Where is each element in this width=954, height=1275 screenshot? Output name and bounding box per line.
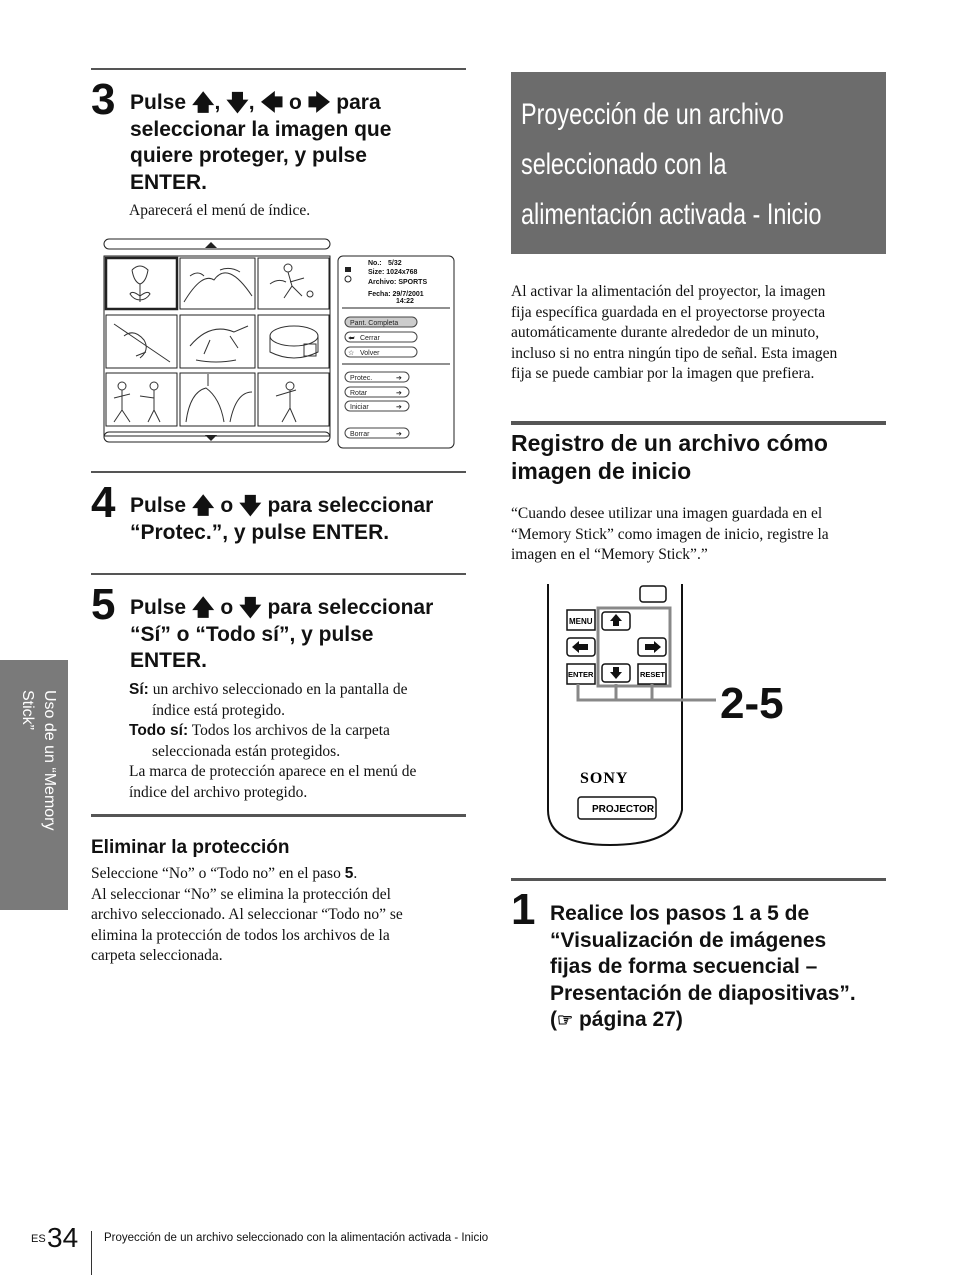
step5-para: para seleccionar — [267, 596, 434, 619]
todo-text1: Todos los archivos de la carpeta — [191, 722, 390, 740]
section-side-text — [10, 690, 60, 910]
lock-icon — [345, 267, 351, 272]
footer-divider — [91, 1231, 92, 1275]
si-label: Sí: — [129, 681, 149, 698]
eliminar-p2-3: elimina la protección de todos los archivos de la — [91, 926, 390, 944]
svg-text:⮨: ⮨ — [348, 335, 355, 342]
step1-l5a: ( — [550, 1008, 557, 1031]
eliminar-p2-1: Al seleccionar “No” se elimina la protección del — [91, 885, 391, 903]
si-text1: un archivo seleccionado en la pantalla de — [152, 681, 408, 698]
note2: índice del archivo protegido. — [129, 783, 308, 801]
arrow-down-icon: 🡇 — [226, 90, 249, 115]
btn-cerrar — [345, 332, 417, 342]
step3-number: 3 — [91, 75, 116, 124]
step5-details — [129, 680, 469, 804]
intro-l2: fija específica guardada en el proyectorse proyecta — [511, 303, 826, 321]
info-fecha: Fecha: 29/7/2001 — [368, 291, 424, 298]
registro-l3: imagen en el “Memory Stick”.” — [511, 546, 708, 564]
step1-l3: fijas de forma secuencial – — [550, 955, 818, 978]
sony-logo: SONY — [580, 770, 629, 787]
todo-label: Todo sí: — [129, 722, 189, 740]
side-line2: Stick” — [19, 690, 36, 730]
step1-l2: “Visualización de imágenes — [550, 928, 827, 952]
eliminar-p2-2: archivo seleccionado. Al seleccionar “Todo no” se — [91, 906, 403, 924]
footer-page: 34 — [47, 1222, 79, 1253]
step5-line2: “Sí” o “Todo sí”, y pulse — [130, 622, 374, 646]
btn-pant-completa-label: Pant. Completa — [350, 320, 399, 327]
scroll-down-bar — [104, 432, 330, 442]
step5-rule — [91, 573, 466, 575]
registro-l2: “Memory Stick” como imagen de inicio, registre la — [511, 525, 829, 543]
eliminar-p1c: . — [353, 865, 358, 882]
svg-text:➔: ➔ — [396, 375, 402, 382]
step1-l4: Presentación de diapositivas”. — [550, 981, 856, 1005]
arrow-down-icon: 🡇 — [239, 493, 262, 518]
registro-title — [511, 429, 828, 485]
btn-borrar-label: Borrar — [350, 431, 370, 438]
step3-desc: Aparecerá el menú de índice. — [129, 202, 311, 219]
todo-text2: seleccionada están protegidos. — [152, 742, 341, 760]
step5-heading — [130, 595, 470, 675]
intro-l3: automáticamente durante alrededor de un minuto, — [511, 324, 820, 342]
step3-para: para — [336, 91, 381, 114]
triangle-down-icon — [205, 435, 217, 441]
arrow-down-icon: 🡇 — [239, 595, 262, 620]
step3-pulse: Pulse — [130, 91, 187, 114]
banner-line2: seleccionado con la — [521, 148, 727, 181]
callout-label: 2-5 — [720, 679, 784, 728]
banner-line1: Proyección de un archivo — [521, 98, 784, 131]
info-hora: 14:22 — [396, 298, 414, 305]
eliminar-p1b: 5 — [344, 865, 354, 882]
triangle-up-icon — [205, 242, 217, 248]
eliminar-body — [91, 864, 466, 967]
step3-line4: ENTER. — [130, 170, 208, 194]
step1-l5b: página 27) — [578, 1008, 683, 1031]
note1: La marca de protección aparece en el menú de — [129, 763, 417, 781]
index-menu-illustration — [100, 236, 460, 452]
step4-o: o — [220, 494, 234, 517]
registro-title1: Registro de un archivo cómo — [511, 430, 828, 456]
btn-protec-label: Protec. — [350, 375, 373, 382]
registro-title2: imagen de inicio — [511, 458, 692, 484]
pointing-hand-icon: ☞ — [557, 1010, 574, 1030]
reset-label: RESET — [640, 670, 666, 679]
btn-cerrar-label: Cerrar — [360, 335, 380, 342]
step4-line2: “Protec.”, y pulse ENTER. — [130, 520, 390, 544]
step4-rule — [91, 471, 466, 473]
info-no-label: No.: — [368, 260, 382, 267]
side-line1: Uso de un “Memory — [41, 690, 58, 831]
info-no-value: 5/32 — [388, 260, 402, 267]
eliminar-title: Eliminar la protección — [91, 837, 290, 858]
banner-line3: alimentación activada - Inicio — [521, 198, 822, 231]
svg-text:➔: ➔ — [396, 390, 402, 397]
step3-o: o — [289, 91, 302, 114]
btn-volver — [345, 347, 417, 357]
registro-l1: “Cuando desee utilizar una imagen guardada en el — [511, 505, 823, 522]
footer-title: Proyección de un archivo seleccionado con la alimentación activada - Inicio — [104, 1232, 489, 1244]
tulip-icon — [130, 266, 150, 302]
step5-number: 5 — [91, 580, 116, 629]
step1-l1: Realice los pasos 1 a 5 de — [550, 902, 810, 925]
btn-rotar-label: Rotar — [350, 390, 368, 397]
info-size: Size: 1024x768 — [368, 269, 418, 276]
timer-icon — [345, 276, 351, 282]
step1-number: 1 — [511, 885, 536, 934]
intro-l1: Al activar la alimentación del proyector, la imagen — [511, 283, 826, 300]
arrow-left-icon: 🡄 — [260, 90, 284, 115]
intro-l4: incluso si no entra ningún tipo de señal. Esta imagen — [511, 344, 838, 362]
eliminar-rule — [91, 814, 466, 817]
remote-illustration — [540, 580, 800, 850]
step5-o: o — [220, 596, 234, 619]
svg-text:☆: ☆ — [348, 350, 355, 357]
intro-l5: fija se puede cambiar por la imagen que prefiera. — [511, 365, 815, 383]
step1-heading — [550, 901, 890, 1034]
top-button — [640, 586, 666, 602]
registro-paragraph — [511, 504, 891, 566]
eliminar-p1a: Seleccione “No” o “Todo no” en el paso — [91, 865, 341, 882]
svg-text:➔: ➔ — [396, 431, 402, 438]
si-text2: índice está protegido. — [152, 701, 285, 719]
arrow-right-icon: 🡆 — [307, 90, 331, 115]
step4-heading — [130, 493, 470, 546]
arrow-up-icon: 🡅 — [191, 90, 215, 115]
step3-rule — [91, 68, 466, 70]
svg-text:➔: ➔ — [396, 404, 402, 411]
btn-iniciar-label: Iniciar — [350, 404, 369, 411]
projector-label: PROJECTOR — [592, 804, 655, 815]
btn-volver-label: Volver — [360, 350, 380, 357]
step1-rule — [511, 878, 886, 881]
step5-line3: ENTER. — [130, 649, 208, 672]
step4-pulse: Pulse — [130, 494, 187, 517]
step4-number: 4 — [91, 478, 116, 527]
menu-label: MENU — [569, 617, 593, 626]
arrow-up-icon: 🡅 — [191, 595, 215, 620]
enter-label: ENTER — [568, 670, 594, 679]
intro-paragraph — [511, 282, 891, 385]
section-banner — [511, 72, 886, 254]
registro-rule — [511, 421, 886, 425]
step3-line2: seleccionar la imagen que — [130, 117, 392, 141]
step3-line3: quiere proteger, y pulse — [130, 144, 367, 167]
arrow-up-icon: 🡅 — [191, 493, 215, 518]
step5-pulse: Pulse — [130, 596, 187, 619]
eliminar-p2-4: carpeta seleccionada. — [91, 947, 223, 965]
scroll-up-bar — [104, 239, 330, 249]
step4-para: para seleccionar — [267, 494, 434, 517]
footer-lang: ES — [31, 1233, 46, 1245]
info-archivo: Archivo: SPORTS — [368, 279, 428, 286]
step3-heading: Pulse 🡅, 🡇, 🡄 o 🡆 para seleccionar la imagen que quiere proteger, y pulse ENTER. — [130, 90, 470, 196]
